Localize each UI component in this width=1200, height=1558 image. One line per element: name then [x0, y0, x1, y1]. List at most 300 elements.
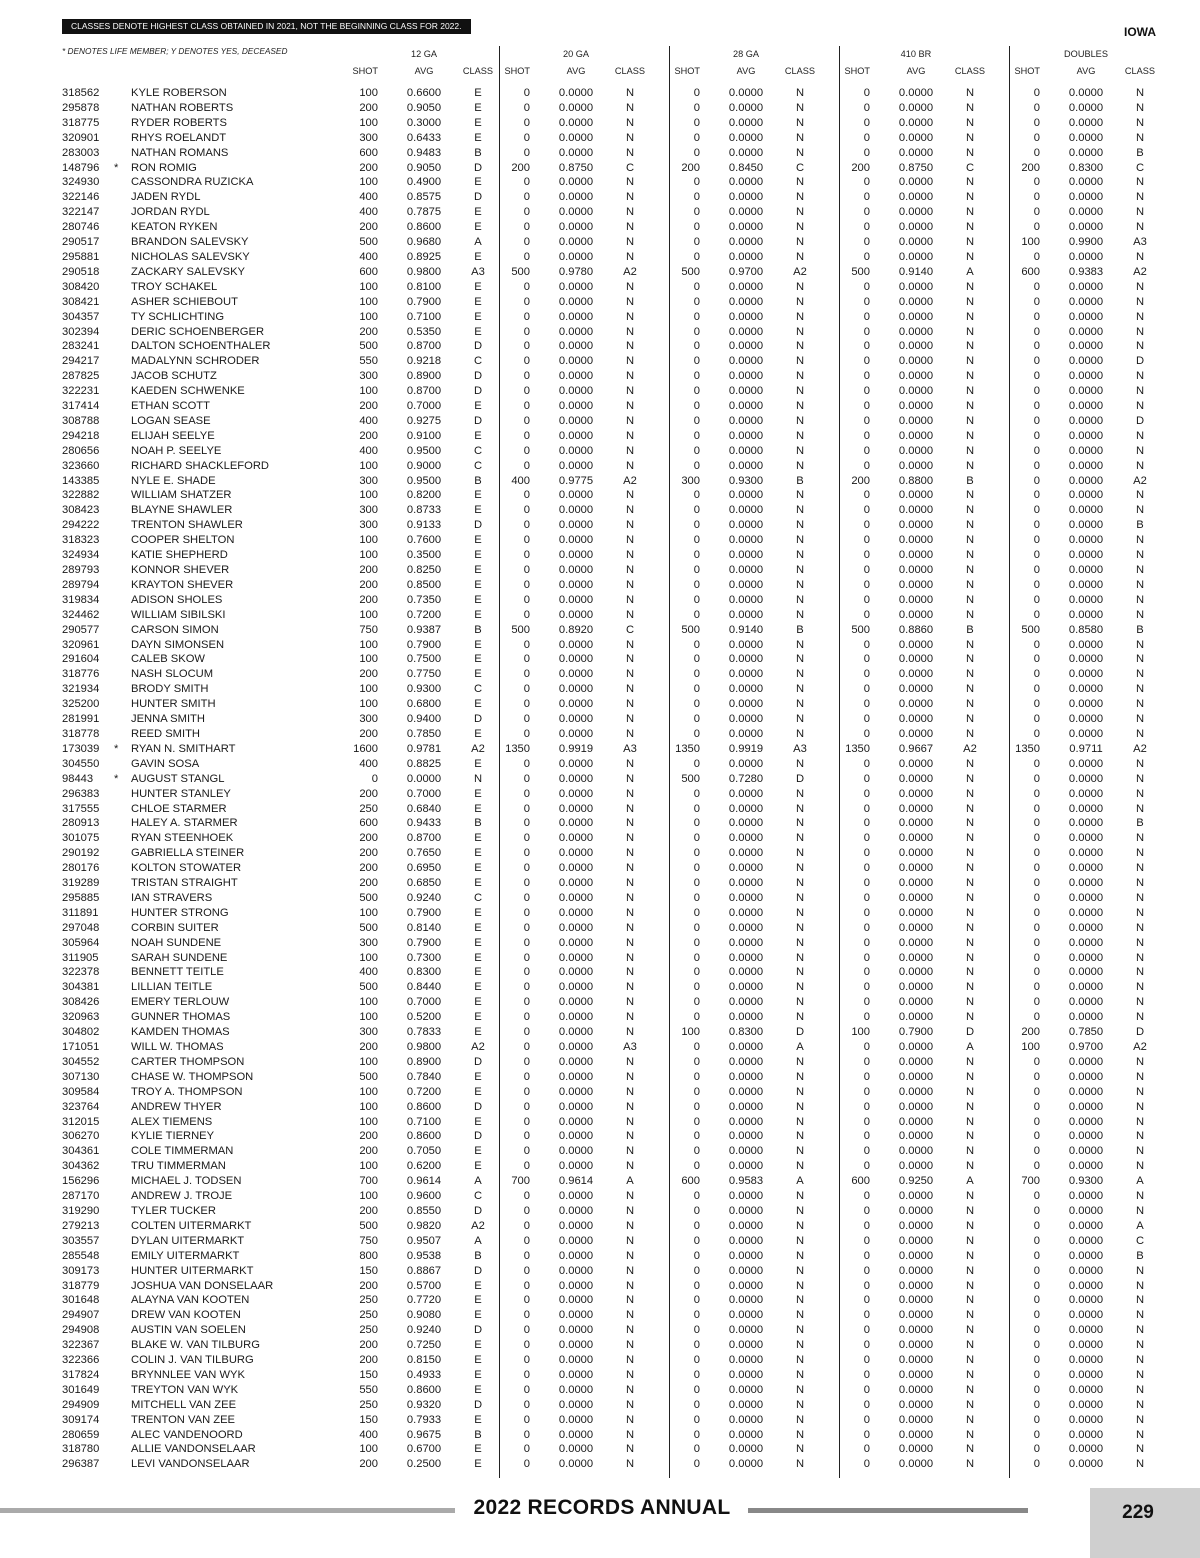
average: 0.9240 [406, 891, 442, 904]
class: N [625, 534, 635, 547]
member-name: NOAH SUNDENE [131, 936, 222, 949]
table-row [0, 787, 1200, 802]
average: 0.0000 [898, 757, 934, 770]
shot-count: 0 [523, 1190, 530, 1203]
class: N [1135, 101, 1145, 114]
shot-count: 100 [359, 1443, 378, 1456]
class: N [625, 221, 635, 234]
shot-count: 0 [863, 1264, 870, 1277]
class: A [474, 1234, 482, 1247]
shot-count: 0 [693, 1204, 700, 1217]
class: N [625, 1264, 635, 1277]
average: 0.0000 [728, 355, 764, 368]
shot-count: 200 [359, 1458, 378, 1471]
member-id: 302394 [62, 325, 100, 338]
table-row [0, 161, 1200, 176]
average: 0.0000 [558, 891, 594, 904]
shot-count: 0 [523, 131, 530, 144]
average: 0.0000 [558, 101, 594, 114]
member-id: 320963 [62, 1011, 100, 1024]
average: 0.8500 [406, 578, 442, 591]
class: N [795, 310, 805, 323]
class: N [625, 549, 635, 562]
class: N [965, 578, 975, 591]
member-name: ELIJAH SEELYE [131, 429, 215, 442]
class: N [625, 1398, 635, 1411]
class: N [625, 578, 635, 591]
average: 0.0000 [558, 802, 594, 815]
average: 0.0000 [558, 757, 594, 770]
member-id: 290577 [62, 623, 100, 636]
shot-count: 0 [863, 310, 870, 323]
average: 0.0000 [898, 444, 934, 457]
average: 0.0000 [1068, 608, 1104, 621]
member-id: 322231 [62, 385, 100, 398]
shot-count: 200 [359, 1130, 378, 1143]
average: 0.8600 [406, 221, 442, 234]
class: N [965, 101, 975, 114]
average: 0.0000 [1068, 906, 1104, 919]
member-id: 322366 [62, 1354, 100, 1367]
class: N [795, 1011, 805, 1024]
shot-count: 0 [523, 221, 530, 234]
shot-count: 0 [693, 519, 700, 532]
class: A2 [1133, 474, 1147, 487]
average: 0.3500 [406, 549, 442, 562]
class: E [474, 206, 482, 219]
average: 0.0000 [558, 1026, 594, 1039]
average: 0.8825 [406, 757, 442, 770]
class: N [1135, 906, 1145, 919]
class: N [625, 1309, 635, 1322]
class: N [965, 146, 975, 159]
shot-count: 0 [1033, 1368, 1040, 1381]
shot-count: 200 [359, 847, 378, 860]
average: 0.7200 [406, 1085, 442, 1098]
average: 0.0000 [728, 966, 764, 979]
shot-count: 0 [693, 1324, 700, 1337]
class: N [965, 951, 975, 964]
average: 0.0000 [728, 1130, 764, 1143]
shot-count: 1350 [675, 742, 700, 755]
class: N [795, 221, 805, 234]
table-row [0, 727, 1200, 742]
class: E [474, 101, 482, 114]
class: N [625, 951, 635, 964]
average: 0.0000 [728, 802, 764, 815]
average: 0.0000 [898, 772, 934, 785]
class: B [1136, 817, 1144, 830]
shot-count: 100 [359, 1055, 378, 1068]
class: N [1135, 1204, 1145, 1217]
average: 0.0000 [1068, 1190, 1104, 1203]
member-name: GUNNER THOMAS [131, 1011, 231, 1024]
average: 0.0000 [558, 698, 594, 711]
class: D [1135, 414, 1145, 427]
shot-count: 200 [359, 325, 378, 338]
shot-count: 100 [359, 906, 378, 919]
class: N [965, 862, 975, 875]
class: N [625, 295, 635, 308]
average: 0.9507 [406, 1234, 442, 1247]
average: 0.0000 [728, 1428, 764, 1441]
member-id: 290192 [62, 847, 100, 860]
class: E [474, 504, 482, 517]
column-subheader: AVG [736, 66, 756, 76]
class: N [965, 727, 975, 740]
class: N [965, 906, 975, 919]
class: A [966, 265, 974, 278]
member-id: 294217 [62, 355, 100, 368]
average: 0.5700 [406, 1279, 442, 1292]
shot-count: 0 [863, 698, 870, 711]
table-row [0, 667, 1200, 682]
shot-count: 0 [1033, 340, 1040, 353]
class: N [965, 1264, 975, 1277]
member-name: RYAN N. SMITHART [131, 742, 236, 755]
table-row [0, 816, 1200, 831]
average: 0.0000 [728, 1294, 764, 1307]
shot-count: 300 [359, 370, 378, 383]
member-id: 173039 [62, 742, 100, 755]
shot-count: 0 [693, 951, 700, 964]
shot-count: 0 [693, 1413, 700, 1426]
class: N [625, 146, 635, 159]
class: N [1135, 1443, 1145, 1456]
column-subheader: CLASS [1124, 66, 1156, 76]
class: N [625, 1130, 635, 1143]
shot-count: 0 [523, 1398, 530, 1411]
class: N [1135, 1055, 1145, 1068]
class: N [795, 1324, 805, 1337]
member-id: 308426 [62, 996, 100, 1009]
average: 0.0000 [898, 698, 934, 711]
column-subheader: CLASS [784, 66, 816, 76]
average: 0.0000 [1068, 1413, 1104, 1426]
member-name: ALEX TIEMENS [131, 1115, 213, 1128]
shot-count: 0 [523, 1026, 530, 1039]
class: E [474, 429, 482, 442]
shot-count: 0 [693, 295, 700, 308]
shot-count: 0 [863, 1011, 870, 1024]
shot-count: 0 [1033, 474, 1040, 487]
class: E [474, 921, 482, 934]
shot-count: 0 [523, 1160, 530, 1173]
shot-count: 500 [359, 921, 378, 934]
class: N [625, 1413, 635, 1426]
class: N [625, 727, 635, 740]
class: N [625, 400, 635, 413]
table-row [0, 1353, 1200, 1368]
member-name: ALEC VANDENOORD [131, 1428, 243, 1441]
average: 0.0000 [728, 817, 764, 830]
average: 0.0000 [898, 355, 934, 368]
shot-count: 0 [1033, 981, 1040, 994]
average: 0.9614 [558, 1175, 594, 1188]
member-name: ALAYNA VAN KOOTEN [131, 1294, 250, 1307]
shot-count: 0 [523, 1115, 530, 1128]
average: 0.9250 [898, 1175, 934, 1188]
class: N [1135, 1279, 1145, 1292]
member-id: 285548 [62, 1249, 100, 1262]
class: E [474, 534, 482, 547]
shot-count: 0 [863, 176, 870, 189]
shot-count: 100 [1021, 236, 1040, 249]
average: 0.0000 [898, 653, 934, 666]
table-row [0, 1129, 1200, 1144]
average: 0.0000 [728, 593, 764, 606]
average: 0.0000 [898, 1219, 934, 1232]
member-name: JOSHUA VAN DONSELAAR [131, 1279, 274, 1292]
class: N [965, 1398, 975, 1411]
member-id: 318775 [62, 116, 100, 129]
class: A [796, 1041, 804, 1053]
member-name: CARSON SIMON [131, 623, 219, 636]
member-id: 148796 [62, 161, 100, 174]
shot-count: 0 [1033, 1339, 1040, 1352]
average: 0.0000 [728, 653, 764, 666]
average: 0.0000 [898, 1204, 934, 1217]
table-row [0, 1234, 1200, 1249]
average: 0.0000 [728, 1458, 764, 1471]
average: 0.0000 [898, 1309, 934, 1322]
table-row [0, 1070, 1200, 1085]
legend-note: * DENOTES LIFE MEMBER; Y DENOTES YES, DECEASED [62, 46, 288, 56]
shot-count: 0 [523, 638, 530, 651]
shot-count: 0 [1033, 1145, 1040, 1158]
member-name: BRYNNLEE VAN WYK [131, 1368, 245, 1381]
shot-count: 0 [1033, 996, 1040, 1009]
shot-count: 0 [693, 191, 700, 204]
class: E [474, 1145, 482, 1158]
shot-count: 0 [693, 727, 700, 740]
member-name: KYLIE TIERNEY [131, 1130, 215, 1143]
shot-count: 250 [359, 1324, 378, 1337]
table-row [0, 697, 1200, 712]
member-name: WILL W. THOMAS [131, 1041, 224, 1053]
table-row [0, 1398, 1200, 1413]
shot-count: 0 [693, 847, 700, 860]
shot-count: 0 [523, 1339, 530, 1352]
member-name: NASH SLOCUM [131, 668, 214, 681]
average: 0.0000 [558, 116, 594, 129]
shot-count: 0 [1033, 221, 1040, 234]
class: B [1136, 146, 1144, 159]
member-name: SARAH SUNDENE [131, 951, 228, 964]
average: 0.0000 [1068, 757, 1104, 770]
member-id: 304357 [62, 310, 100, 323]
shot-count: 0 [863, 1204, 870, 1217]
table-row [0, 891, 1200, 906]
average: 0.0000 [728, 519, 764, 532]
class: N [1135, 698, 1145, 711]
class: N [965, 429, 975, 442]
class: N [965, 1368, 975, 1381]
member-id: 296387 [62, 1458, 100, 1471]
table-row [0, 295, 1200, 310]
average: 0.9500 [406, 444, 442, 457]
member-id: 295881 [62, 250, 100, 263]
shot-count: 0 [863, 921, 870, 934]
average: 0.0000 [558, 1324, 594, 1337]
shot-count: 0 [1033, 802, 1040, 815]
member-name: JACOB SCHUTZ [131, 370, 217, 383]
shot-count: 0 [863, 1234, 870, 1247]
shot-count: 250 [359, 1294, 378, 1307]
shot-count: 0 [693, 146, 700, 159]
average: 0.8600 [406, 1130, 442, 1143]
average: 0.0000 [1068, 87, 1104, 99]
shot-count: 0 [863, 250, 870, 263]
class: D [473, 340, 483, 353]
class: C [1135, 1234, 1145, 1247]
class: N [795, 713, 805, 726]
shot-count: 0 [523, 534, 530, 547]
class: N [965, 1249, 975, 1262]
average: 0.0000 [1068, 683, 1104, 696]
class: N [1135, 862, 1145, 875]
shot-count: 100 [359, 1011, 378, 1024]
average: 0.0000 [898, 101, 934, 114]
average: 0.0000 [728, 400, 764, 413]
shot-count: 100 [359, 489, 378, 502]
shot-count: 0 [693, 966, 700, 979]
average: 0.0000 [558, 906, 594, 919]
class: N [965, 325, 975, 338]
shot-count: 500 [359, 1070, 378, 1083]
class: N [965, 87, 975, 99]
average: 0.7250 [406, 1339, 442, 1352]
column-subheader: SHOT [674, 66, 700, 76]
shot-count: 0 [693, 698, 700, 711]
average: 0.0000 [728, 1234, 764, 1247]
member-name: RYAN STEENHOEK [131, 832, 234, 845]
average: 0.2500 [406, 1458, 442, 1471]
shot-count: 0 [693, 1100, 700, 1113]
shot-count: 0 [523, 787, 530, 800]
class: B [796, 474, 804, 487]
average: 0.0000 [558, 146, 594, 159]
class: C [1135, 161, 1145, 174]
member-name: BRANDON SALEVSKY [131, 236, 249, 249]
average: 0.0000 [728, 757, 764, 770]
table-row [0, 578, 1200, 593]
class: D [1135, 1026, 1145, 1039]
class: N [965, 1204, 975, 1217]
table-row [0, 250, 1200, 265]
shot-count: 0 [523, 1428, 530, 1441]
average: 0.8600 [406, 1100, 442, 1113]
member-name: KONNOR SHEVER [131, 564, 230, 576]
class: N [625, 1368, 635, 1381]
shot-count: 0 [523, 578, 530, 591]
average: 0.0000 [898, 817, 934, 830]
member-name: BLAKE W. VAN TILBURG [131, 1339, 260, 1352]
class: N [1135, 429, 1145, 442]
class: N [625, 1249, 635, 1262]
class: N [795, 951, 805, 964]
class: B [474, 1428, 482, 1441]
member-id: 301075 [62, 832, 100, 845]
member-id: 304550 [62, 757, 100, 770]
class: N [795, 564, 805, 576]
average: 0.7350 [406, 593, 442, 606]
average: 0.0000 [1068, 832, 1104, 845]
class: N [795, 936, 805, 949]
class: N [1135, 757, 1145, 770]
shot-count: 0 [693, 891, 700, 904]
average: 0.0000 [898, 1368, 934, 1381]
shot-count: 100 [1021, 1041, 1040, 1053]
average: 0.0000 [558, 1354, 594, 1367]
shot-count: 0 [523, 1354, 530, 1367]
average: 0.8100 [406, 280, 442, 293]
table-row [0, 652, 1200, 667]
class: N [965, 936, 975, 949]
class: N [965, 817, 975, 830]
shot-count: 0 [523, 1055, 530, 1068]
table-row [0, 802, 1200, 817]
table-row [0, 623, 1200, 638]
member-name: CORBIN SUITER [131, 921, 219, 934]
shot-count: 0 [693, 1130, 700, 1143]
average: 0.9100 [406, 429, 442, 442]
class: N [625, 489, 635, 502]
shot-count: 100 [359, 385, 378, 398]
class: N [625, 310, 635, 323]
average: 0.0000 [728, 280, 764, 293]
class: N [625, 564, 635, 576]
average: 0.0000 [728, 1339, 764, 1352]
class: N [795, 787, 805, 800]
average: 0.0000 [728, 1160, 764, 1173]
class: D [473, 1204, 483, 1217]
shot-count: 200 [1021, 1026, 1040, 1039]
shot-count: 600 [681, 1175, 700, 1188]
shot-count: 0 [693, 921, 700, 934]
shot-count: 100 [359, 1100, 378, 1113]
shot-count: 0 [863, 1294, 870, 1307]
member-name: REED SMITH [131, 727, 200, 740]
class: N [625, 1428, 635, 1441]
class: N [1135, 385, 1145, 398]
shot-count: 0 [693, 1264, 700, 1277]
member-id: 309174 [62, 1413, 100, 1426]
class: N [1135, 1354, 1145, 1367]
class: E [474, 877, 482, 890]
shot-count: 100 [359, 280, 378, 293]
shot-count: 0 [523, 683, 530, 696]
average: 0.0000 [898, 325, 934, 338]
class: N [625, 698, 635, 711]
shot-count: 0 [693, 593, 700, 606]
average: 0.0000 [728, 1085, 764, 1098]
class-notice-banner: CLASSES DENOTE HIGHEST CLASS OBTAINED IN 2021, NOT THE BEGINNING CLASS FOR 2022. [62, 19, 471, 34]
average: 0.0000 [898, 414, 934, 427]
class: N [1135, 727, 1145, 740]
class: E [474, 1115, 482, 1128]
class: E [474, 87, 482, 99]
shot-count: 0 [523, 87, 530, 99]
average: 0.0000 [898, 578, 934, 591]
shot-count: 0 [693, 683, 700, 696]
class: A2 [471, 742, 485, 755]
shot-count: 0 [693, 1458, 700, 1471]
shot-count: 0 [523, 340, 530, 353]
class: N [625, 1234, 635, 1247]
class: N [1135, 981, 1145, 994]
shot-count: 0 [1033, 593, 1040, 606]
